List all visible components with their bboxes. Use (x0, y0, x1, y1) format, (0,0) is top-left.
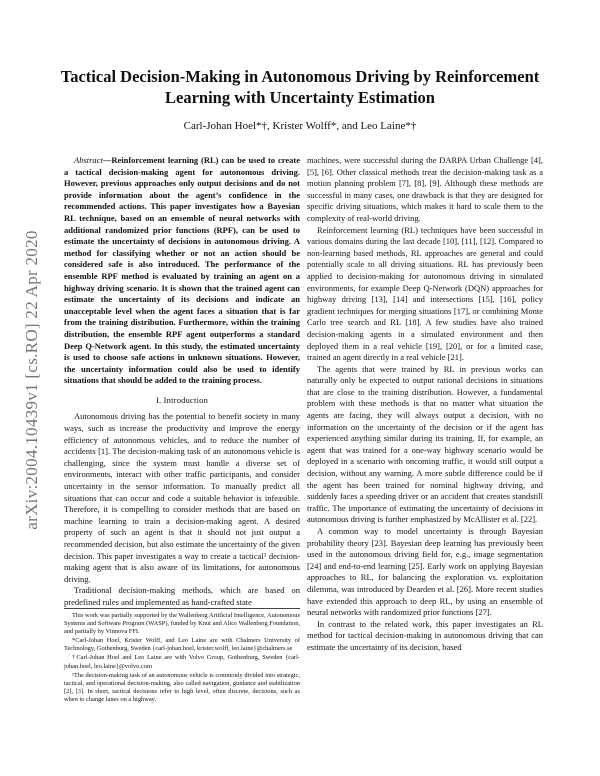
right-column (307, 155, 543, 654)
intro-paragraph-6: A common way to model uncertainty is through Bayesian probability theory [23]. Bayesian deep learning has previously been used in the autonomous driving field for, e.g., image segmentation [24] and end-to-end learning [25]. Early work on applying Bayesian approaches to RL, for balancing the exploration vs. exploitation dilemma, was introduced by Dearden et al. [26]. More recent studies have extended this approach to deep RL, by using an ensemble of neural networks with randomized prior functions [27]. (307, 526, 543, 618)
footnote-affiliation-chalmers: *Carl-Johan Hoel, Krister Wolff, and Leo Laine are with Chalmers University of Technology, Gothenburg, Sweden {carl-johan.hoel, krister.wolff, leo.laine}@chalmers.se (64, 637, 300, 653)
abstract (64, 155, 300, 387)
arxiv-id: arXiv:2004.10439v1 [cs.RO] 22 Apr 2020 (22, 230, 41, 530)
intro-paragraph-7: In contrast to the related work, this paper investigates an RL method for tactical decision-making in autonomous driving that can estimate the uncertainty of its decision, based (307, 618, 543, 652)
left-column (64, 155, 300, 609)
intro-paragraph-2: Traditional decision-making methods, which are based on predefined rules and implemented as hand-crafted state (64, 585, 300, 607)
paper-authors: Carl-Johan Hoel*†, Krister Wolff*, and Leo Laine*† (183, 120, 417, 132)
intro-paragraph-4: Reinforcement learning (RL) techniques have been successful in various domains during the last decade [10], [11], [12]. Compared to non-learning based methods, RL approaches are general and could potentially scale to all driving situations. RL has previously been applied to decision-making for autonomous driving in simulated environments, for example Deep Q-Network (DQN) approaches for highway driving [13], [14] and intersections [15], [16], policy gradient techniques for merging situations [17], or combining Monte Carlo tree search and RL [18]. A few studies have also trained decision-making agents in a simulated environment and then deployed them in a real vehicle [19], [20], or for a limited case, trained an agent directly in a real vehicle [21]. (307, 224, 543, 363)
footnotes (64, 608, 300, 705)
intro-paragraph-1: Autonomous driving has the potential to benefit society in many ways, such as increase the productivity and improve the energy efficiency of autonomous vehicles, and to reduce the number of accidents [1]. The decision-making task of an autonomous vehicle is challenging, since the system must handle a diverse set of environments, interact with other traffic participants, and consider uncertainty in the sensor information. To manually predict all situations that can occur and code a suitable behavior is infeasible. Therefore, it is compelling to consider methods that are based on machine learning to train a decision-making agent. A desired property of such an agent is that it should not just output a recommended decision, but also estimate the uncertainty of the given decision. This paper investigates a way to create a tactical¹ decision-making agent that is also aware of its limitations, for autonomous driving. (64, 411, 300, 584)
arxiv-sidebar-stamp (20, 200, 44, 560)
footnote-funding: This work was partially supported by the Wallenberg Artificial Intelligence, Autonomous Systems and Software Program (WASP), funded by Knut and Alice Wallenberg Foundation, and partially by Vinnova FFI. (64, 612, 300, 636)
section-heading-introduction: I. Introduction (155, 394, 209, 405)
intro-paragraph-3: machines, were successful during the DARPA Urban Challenge [4], [5], [6]. Other classical methods treat the decision-making task as a motion planning problem [7], [8], [9]. Although these methods are successful in many cases, one drawback is that they are designed for specific driving situations, which makes it hard to scale them to the complexity of real-world driving. (307, 155, 543, 223)
abstract-text: —Reinforcement learning (RL) can be used to create a tactical decision-making agent for autonomous driving. However, previous approaches only output decisions and do not provide information about the agent’s confidence in the recommended actions. This paper investigates how a Bayesian RL technique, based on an ensemble of neural networks with additional randomized prior functions (RPF), can be used to estimate the uncertainty of decisions in autonomous driving. A method for classifying whether or not an action should be considered safe is also introduced. The performance of the ensemble RPF method is evaluated by training an agent on a highway driving scenario. It is shown that the trained agent can estimate the uncertainty of its decisions and indicate an unacceptable level when the agent faces a situation that is far from the training distribution. Furthermore, within the training distribution, the ensemble RPF agent outperforms a standard Deep Q-Network agent. In this study, the estimated uncertainty is used to choose safe actions in unknown situations. However, the uncertainty information could also be used to identify situations that should be added to the training process. (64, 155, 300, 386)
intro-paragraph-5: The agents that were trained by RL in previous works can naturally only be expected to output rational decisions in situations that are close to the training distribution. However, a fundamental problem with these methods is that no matter what situation the agents are facing, they will always output a decision, with no information on the uncertainty of the decision or if the agent has experienced anything similar during its training. If, for example, an agent that was trained for a one-way highway scenario would be deployed in a scenario with oncoming traffic, it would still output a decision, without any warning. A more subtle difference could be if the agent has been trained for nominal highway driving, and suddenly faces a speeding driver or an accident that creates standstill traffic. The importance of estimating the uncertainty of decisions in autonomous driving is further emphasized by McAllister et al. [22]. (307, 363, 543, 525)
footnote-tactical: ¹The decision-making task of an autonomous vehicle is commonly divided into strategic, tactical, and operational decision-making, also called navigation, guidance and stabilization [2], [3]. In short, tactical decisions refer to high level, often discrete, decisions, such as when to change lanes on a highway. (64, 671, 300, 703)
paper-title: Tactical Decision-Making in Autonomous Driving by Reinforcement Learning with Uncertainty Estimation (60, 67, 540, 107)
abstract-label: Abstract (74, 155, 103, 165)
footnote-affiliation-volvo: †Carl-Johan Hoel and Leo Laine are with Volvo Group, Gothenburg, Sweden {carl-johan.hoel, leo.laine}@volvo.com (64, 654, 300, 670)
